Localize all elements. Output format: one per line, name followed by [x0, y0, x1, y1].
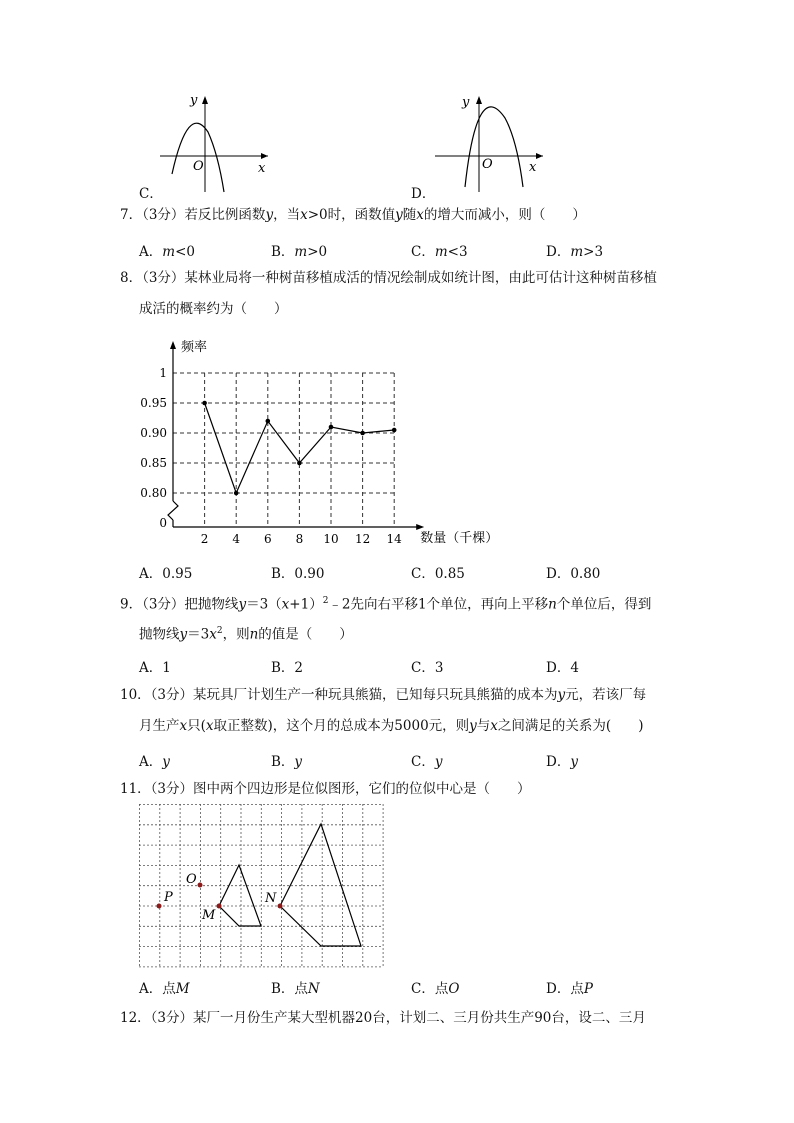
option-label: D． — [546, 244, 571, 260]
homothety-grid-svg — [139, 804, 385, 970]
y-tick-label: 0.85 — [140, 456, 167, 470]
point-n — [278, 904, 283, 909]
q9-option-a: A．1 — [139, 660, 171, 676]
label-m: M — [202, 908, 216, 923]
y-tick-label: 0.90 — [140, 426, 167, 440]
grid-lines — [139, 804, 383, 967]
q9-text: 9．（3分）把抛物线 — [120, 596, 239, 613]
q10-stem-line2 — [139, 718, 643, 734]
q8-option-a: A．0.95 — [139, 566, 193, 582]
q10-var: x — [205, 718, 214, 734]
q10-text: 元，若该厂每 — [565, 687, 647, 703]
x-tick-label: 6 — [263, 532, 272, 546]
q8-option-b: B．0.90 — [271, 566, 325, 582]
y-tick-label: 0.95 — [140, 396, 167, 410]
q9-text: ，则 — [222, 626, 250, 643]
q10-text: 取正整数)，这个月的总成本为5000元，则 — [213, 718, 470, 734]
x-tick-label: 8 — [295, 532, 304, 546]
small-quadrilateral — [219, 865, 261, 926]
option-math: m — [434, 244, 448, 260]
q10-stem-line1 — [120, 687, 646, 703]
line-chart-svg — [140, 335, 520, 550]
option-math: y — [570, 754, 578, 770]
x-tick-label: 10 — [323, 532, 339, 546]
q10-var: y — [469, 718, 477, 734]
q9-var: y — [179, 626, 188, 643]
origin-label: O — [482, 157, 493, 172]
q10-option-b — [271, 750, 302, 770]
option-math: M — [175, 981, 190, 997]
q7-option-c — [411, 240, 468, 260]
q7-text: 的增大而减小，则（ ） — [423, 207, 586, 223]
option-math: m — [162, 244, 176, 260]
data-point — [329, 425, 334, 430]
x-tick-label: 4 — [232, 532, 241, 546]
q9-text: 个单位后，得到 — [556, 596, 652, 613]
option-label: B．点 — [271, 981, 308, 997]
x-tick-label: 12 — [354, 532, 371, 546]
q9-exponent: 2 — [216, 626, 223, 636]
q10-text: 只( — [187, 718, 206, 734]
option-math: m — [570, 244, 584, 260]
q9-text: 抛物线 — [139, 626, 180, 643]
q9-text: ＝3 — [187, 626, 210, 643]
y-axis-label: y — [462, 95, 470, 110]
q7-stem — [120, 207, 586, 223]
y-tick-label: 0.80 — [140, 486, 167, 500]
q7-text: 7．（3分）若反比例函数 — [120, 207, 266, 223]
y-tick-label: 1 — [159, 366, 167, 380]
q9-option-c: C．3 — [411, 660, 444, 676]
x-axis-label: x — [258, 161, 266, 176]
q9-text: +1） — [289, 596, 323, 613]
q11-option-d — [546, 977, 593, 997]
x-axis-label: x — [529, 160, 537, 175]
q7-text: 随 — [402, 207, 417, 223]
q12-stem-line1: 12．（3分）某厂一月份生产某大型机器20台，计划二、三月份共生产90台，设二、三月 — [120, 1010, 646, 1026]
q10-text: 之间满足的关系为( ) — [497, 718, 644, 734]
q7-var: y — [265, 207, 274, 223]
x-axis-arrow — [261, 153, 268, 159]
data-point — [360, 431, 365, 436]
x-tick-label: 14 — [386, 532, 402, 546]
option-rest: <0 — [175, 244, 195, 260]
q10-option-d — [546, 750, 578, 770]
q9-var: y — [238, 596, 247, 613]
option-math: y — [162, 754, 170, 770]
q10-text: 与 — [476, 718, 491, 734]
q7-option-d — [546, 240, 603, 260]
x-tick-label: 2 — [200, 532, 209, 546]
q10-var: x — [179, 718, 188, 734]
option-label: C．点 — [411, 981, 449, 997]
parabola-graph-c — [160, 92, 275, 192]
q9-var: n — [249, 626, 259, 643]
option-label: D． — [546, 754, 571, 770]
q8-stem-line1: 8．（3分）某林业局将一种树苗移植成活的情况绘制成如统计图，由此可估计这种树苗移植 — [120, 270, 657, 286]
q9-exponent: 2 — [322, 596, 329, 606]
large-quadrilateral — [280, 824, 361, 946]
origin-label: 0 — [159, 516, 167, 530]
option-label: C． — [411, 244, 435, 260]
option-math: m — [294, 244, 308, 260]
x-axis-title: 数量（千棵） — [420, 531, 499, 546]
option-label: A． — [139, 754, 163, 770]
q11-grid-figure — [139, 804, 385, 970]
q7-text: >0时，函数值 — [307, 207, 396, 223]
q6-option-d-label: D． — [411, 186, 436, 202]
y-axis-arrow — [170, 341, 176, 349]
option-math: P — [583, 981, 593, 997]
y-axis-label: y — [190, 93, 198, 108]
q6-option-c-label: C． — [139, 186, 163, 202]
q9-stem-line1 — [120, 593, 651, 613]
parabola-curve — [172, 123, 224, 192]
option-label: C． — [411, 754, 435, 770]
q11-option-b — [271, 977, 320, 997]
q7-text: ，当 — [273, 207, 301, 223]
option-rest: >3 — [583, 244, 604, 260]
q11-option-c — [411, 977, 459, 997]
x-axis-arrow — [536, 153, 543, 159]
q10-option-c — [411, 750, 442, 770]
q10-option-a — [139, 750, 170, 770]
option-label: A． — [139, 244, 163, 260]
q9-text: ﹣2先向右平移1个单位，再向上平移 — [328, 596, 549, 613]
y-axis-arrow — [476, 96, 482, 104]
q9-stem-line2 — [139, 623, 353, 643]
parabola-graph-d — [435, 92, 550, 192]
q10-text: 月生产 — [139, 718, 180, 734]
label-p: P — [164, 890, 173, 905]
q6-graph-d — [435, 92, 550, 192]
q7-option-a — [139, 240, 195, 260]
q6-graph-c — [160, 92, 275, 192]
q8-option-d: D．0.80 — [546, 566, 601, 582]
q9-var: n — [548, 596, 557, 613]
option-math: y — [294, 754, 303, 770]
q9-text: ＝3（ — [246, 596, 282, 613]
data-point — [202, 401, 207, 406]
q9-var: x — [209, 626, 217, 643]
parabola-curve — [465, 107, 523, 187]
origin-label: O — [193, 159, 204, 174]
q7-var: y — [395, 207, 403, 223]
data-point — [234, 491, 239, 496]
q11-stem: 11．（3分）图中两个四边形是位似图形，它们的位似中心是（ ） — [120, 781, 531, 797]
y-axis-title: 频率 — [181, 340, 208, 355]
data-point — [392, 428, 397, 433]
q7-var: x — [300, 207, 308, 223]
data-point — [266, 419, 271, 424]
point-p — [157, 904, 162, 909]
q8-frequency-chart — [140, 335, 520, 550]
option-math: y — [434, 754, 443, 770]
option-math: O — [448, 981, 460, 997]
point-m — [217, 904, 222, 909]
option-rest: <3 — [447, 244, 468, 260]
label-o: O — [186, 872, 197, 887]
q8-stem-line2: 成活的概率约为（ ） — [139, 301, 288, 317]
q7-var: x — [416, 207, 424, 223]
option-rest: >0 — [307, 244, 328, 260]
option-math: N — [307, 981, 320, 997]
q11-option-a — [139, 977, 190, 997]
q10-text: 10．（3分）某玩具厂计划生产一种玩具熊猫，已知每只玩具熊猫的成本为 — [120, 687, 558, 703]
q10-var: x — [490, 718, 498, 734]
y-axis-break — [168, 501, 178, 520]
option-label: B． — [271, 244, 295, 260]
point-o — [198, 883, 203, 888]
data-point — [297, 461, 302, 466]
q9-option-d: D．4 — [546, 660, 579, 676]
q9-option-b: B．2 — [271, 660, 304, 676]
q8-option-c: C．0.85 — [411, 566, 465, 582]
q7-option-b — [271, 240, 327, 260]
q9-var: x — [281, 596, 290, 613]
y-axis-arrow — [202, 96, 208, 104]
x-axis-arrow — [416, 524, 424, 530]
label-n: N — [265, 891, 277, 906]
option-label: D．点 — [546, 981, 584, 997]
q9-text: 的值是（ ） — [258, 626, 353, 643]
option-label: B． — [271, 754, 295, 770]
option-label: A．点 — [139, 981, 176, 997]
q10-var: y — [557, 687, 566, 703]
